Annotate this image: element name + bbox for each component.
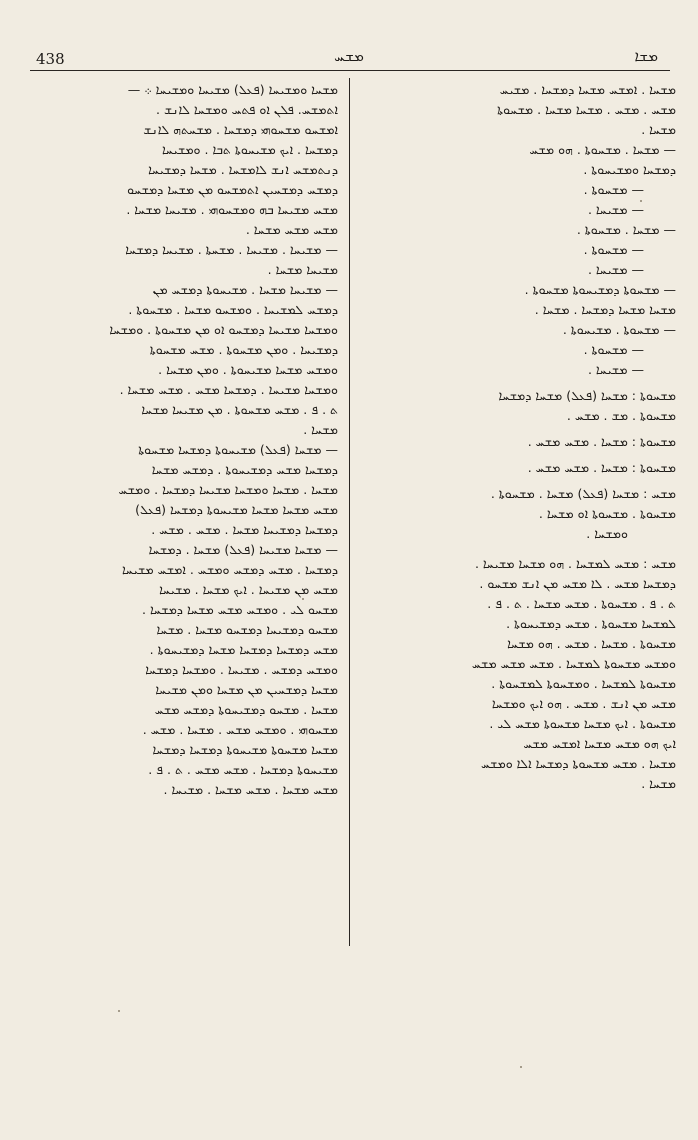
text-line: ܡܫܚ ܡܫܝܚܐ ܒܗ ܘܡܫܚܘܗܝ . ܡܫܝܚܐ ܡܫܚܐ . [126,202,338,217]
text-line: — ܡܫܝܚܐ . [587,202,644,217]
text-line: ܡܫܚܘܬܐ . ܡܫܚܘܬܐ ܐܘ ܡܫܚܐ . [538,506,676,521]
running-title: ܡܫܚ [334,47,364,65]
text-line: ܡܫܚ . ܡܫܚ . ܡܫܚܐ ܡܫܚܐ . ܡܫܚܘܬܐ [497,102,676,117]
text-line: ܡܫܚ : ܡܫܚܐ (ܦܥܠ) ܡܫܚܐ . ܡܫܚܘܬܐ . [490,486,676,501]
page-number: 438 [36,50,65,68]
text-line: ܕܡܫܚܐ ܡܫܚ ܕܡܫܝܚܘܬܐ . ܕܡܫܚ ܡܫܚܐ [151,462,338,477]
text-line: ܡܫܚܘܬܐ . ܡܫ . ܡܫܚ . [566,408,676,423]
text-line: ܡܫܚܐ . ܡܫܚܘ ܕܡܫܝܚܘܬܐ ܕܡܫܚ ܡܫܚ [154,702,338,717]
text-line: ܡܫܚܐ . [303,422,338,437]
column-divider [349,78,350,946]
text-line: ܕܡܫܚܐ ܡܫܚ . ܠܐ ܡܫܚ ܡܢ ܐܢܫ ܡܫܚܘ . [479,576,676,591]
catchword: ܡܫܐ [634,47,658,65]
text-line: — ܡܫܚܐ . ܡܫܚܘܬܐ . [576,222,676,237]
text-line: — ܡܫܚܐ (ܦܥܠ) ܡܫܝܚܘܬܐ ܕܡܫܚܐ ܡܫܚܘܬܐ [138,442,338,457]
text-line: ܡܫܚܐ . ܡܫܚܐ ܘܡܫܚܐ ܡܫܝܚܐ ܕܡܫܚܐ . ܘܡܫܚ [118,482,338,497]
text-line: ܡܫܚܐ ܕܡܫܚܝܢ ܡܢ ܡܫܚܐ ܘܡܢ ܡܫܝܚܐ [155,682,338,697]
text-line: ܡܫܚܘܬܐ . ܡܫܚܐ . ܡܫܚ . ܗܘ ܡܫܚܐ [507,636,676,651]
text-line: ܡܫܚܘܬܐ : ܡܫܚܐ (ܦܥܠ) ܡܫܚܐ ܕܡܫܚܐ [498,388,676,403]
text-line: ܠܡܫܚܐ ܡܫܚܘܬܐ . ܡܫܚ ܕܡܫܝܚܘܬܐ . [506,616,676,631]
text-line: — ܡܫܚܘܬܐ . ܡܫܝܚܘܬܐ . [562,322,676,337]
right-column [358,80,676,794]
text-line: ܡܫܚܘܬܐ : ܡܫܚܐ . ܡܫܚ ܡܫܚ . [527,460,676,475]
text-line: ܕܡܫܚܐ . ܐܝܟ ܡܫܝܚܘܬܐ ܬܒܐ . ܘܡܫܝܚܐ [161,142,338,157]
text-line: ܘܡܫܚܐ ܡܫܝܚܐ . ܕܡܫܚܐ ܡܫܚ . ܡܫܚ ܡܫܚܐ . [119,382,338,397]
text-line: ܡܫܚ : ܡܫܚ ܠܡܫܚܐ . ܗܘ ܡܫܚܐ ܡܫܝܚܐ . [474,556,676,571]
text-line: ܡܫܚܘܬܐ . ܐܝܟ ܡܫܚܐ ܡܫܚܘܬܐ ܡܫܚ ܠܝ . [489,716,676,731]
text-line: ܡܫܝܚܐ ܡܫܚܐ . [267,262,338,277]
text-line: — ܡܫܚܘܬܐ . [583,242,644,257]
text-line: ܕܡܫܚ ܕܡܫܚܝܢ ܐܬܡܫܚܘ ܡܢ ܡܫܚܐ ܕܡܫܚܘ [127,182,338,197]
text-line: ܡܫܚܐ . ܐܡܫܚ ܡܫܚܐ ܕܡܫܚܐ . ܡܫܝܚ [499,82,676,97]
left-column [34,80,338,800]
text-line: ܡܫܚܘ ܕܡܫܝܚܐ ܕܡܫܚܘ ܡܫܚܐ . ܡܫܚܐ [156,622,338,637]
text-line: ܕܡܫܚ ܠܡܫܝܚܐ . ܘܡܫܚܘ ܡܫܚܐ . ܡܫܚܘܬܐ . [128,302,338,317]
text-line: ܡܫܚ ܡܫܚ ܡܫܚܐ . [245,222,338,237]
text-line: ܡܫܚܘܬܐ : ܡܫܚܐ . ܡܫܚ ܡܫܚ . [527,434,676,449]
text-line: ܡܫܚܐ . ܡܫܚ ܡܫܚܘܬܐ ܕܡܫܚܐ ܐܠܐ ܘܡܫܚ [480,756,676,771]
text-line: — ܡܫܚܐ . ܡܫܚܘܬܐ . ܗܘ ܡܫܚ [529,142,676,157]
text-line: — ܡܫܝܚܐ . [587,262,644,277]
text-line: — ܡܫܝܚܐ ܡܫܚܐ . ܡܫܝܚܘܬܐ ܕܡܫܚ ܡܢ [152,282,338,297]
text-line: ܡܫܚܐ . [641,776,676,791]
text-line: ܡܫܚ ܕܡܫܚܐ ܕܡܫܚܐ ܡܫܚܐ ܕܡܫܝܚܘܬܐ . [149,642,338,657]
text-line: — ܡܫܚܘܬܐ . [583,182,644,197]
text-line: ܡܫܚܐ ܡܫܚܘܬܐ ܡܫܝܚܘܬܐ ܕܡܫܚܐ ܕܡܫܚܐ [152,742,338,757]
text-line: ܕܡܫܚܐ ܘܡܫܝܚܘܬܐ . [583,162,676,177]
text-line: ܡܫܚܘܬܐ ܠܡܫܚܐ . ܘܡܫܚܘܬܐ ܠܡܫܚܘܬܐ . [491,676,676,691]
text-line: ܐܡܫܚܘ ܡܫܚܘܗܝ ܕܡܫܚܐ . ܡܫܚܬܗ ܠܐܢܫ [143,122,338,137]
text-line: ܡܫܚ ܡܢ ܡܫܝܚܐ . ܐܝܟ ܡܫܚܐ . ܡܫܝܚܐ [159,582,338,597]
text-line: ܡܫܚ ܡܢ ܐܢܫ . ܡܫܚ . ܗܘ ܐܝܟ ܘܡܫܚܐ [491,696,676,711]
text-line: ܡܫܚ ܡܫܚܐ . ܡܫܚ ܡܫܚܐ . ܡܫܝܚܐ . [163,782,338,797]
text-line: ܡܫܚܘܗܝ . ܘܡܫܚ ܡܫܚ . ܡܫܚܐ . ܡܫܚ . [142,722,338,737]
text-line: ܡܫܚܐ ܡܫܚܐ ܕܡܫܚܐ . ܡܫܚܐ . [534,302,676,317]
text-line: ܬ . ܦ . ܡܫܚ ܡܫܚܘܬܐ . ܡܢ ܡܫܝܚܐ ܡܫܚܐ [141,402,338,417]
text-line: ܘܡܫܚ ܡܫܚܐ ܡܫܝܚܘܬܐ . ܘܡܢ ܡܫܚܐ . [158,362,338,377]
text-line: ܘܡܫܚܐ . [586,526,628,541]
text-line: ܡܫܚ ܡܫܚܐ ܡܫܚܐ ܡܫܝܚܘܬܐ ܕܡܫܚܐ (ܦܥܠ) [135,502,338,517]
text-line: — ܡܫܝܚܐ . ܡܫܝܚܐ . ܡܫܚܬܐ . ܡܫܝܚܐ ܕܡܫܚܐ [125,242,338,257]
header-rule [30,70,670,71]
text-line: ܡܫܚܘ ܠܝ . ܘܡܫܚ ܡܫܚ ܡܫܚܐ ܕܡܫܚܐ . [142,602,338,617]
text-line: ܡܫܚܐ ܘܡܫܝܚܐ (ܦܥܠ) ܡܫܝܚܐ ܘܡܫܝܚܐ ܀ — [127,82,338,97]
text-line: ܕܢܬܡܫܚ ܐܢܫ ܠܐܡܫܚܐ . ܡܫܚܐ ܕܡܫܝܚܐ [148,162,338,177]
text-line: ܕܡܫܝܚܐ . ܘܡܢ ܡܫܚܘܬܐ . ܡܫܚ ܡܫܚܘܬܐ [149,342,338,357]
text-line: ܕܡܫܚܐ . ܡܫܚ ܕܡܫܚ ܘܡܫܚ . ܐܡܫܚ ܡܫܝܚܐ [122,562,338,577]
text-line: ܘܡܫܚ ܡܫܚܘܬܐ ܠܡܫܚܐ . ܡܫܚ ܡܫܚ ܡܫܚ [471,656,676,671]
text-line: ܕܡܫܚܐ ܕܡܫܝܚܐ ܡܫܚܐ . ܡܫܚ . ܡܫܚ . [151,522,338,537]
text-line: ܐܬܡܫܚ. ܦܠܢ ܐܘ ܦܬܚ ܘܡܫܚܐ ܠܐܢܫ . [156,102,338,117]
text-line: ܬ . ܦ . ܡܫܚܘܬܐ . ܡܫܚ ܡܫܚܐ . ܬ . ܦ . [487,596,676,611]
text-line: ܘܡܫܚ ܕܡܫܚ . ܡܫܝܚܐ . ܘܡܫܚܐ ܕܡܫܚܐ [145,662,338,677]
text-line: ܡܫܝܚܘܬܐ ܕܡܫܚܐ . ܡܫܚ ܡܫܚ . ܬ . ܦ . [148,762,338,777]
text-line: ܐܝܟ ܗܘ ܡܫܚ ܡܫܚܐ ܐܡܫܚ ܡܫܚ [523,736,676,751]
text-line: — ܡܫܚܘܬܐ . [583,342,644,357]
text-line: — ܡܫܚܘܬܐ ܕܡܫܝܚܘܬܐ ܡܫܚܘܬܐ . [524,282,676,297]
text-line: — ܡܫܝܚܐ . [587,362,644,377]
text-line: — ܡܫܚܐ ܡܫܝܚܐ (ܦܥܠ) ܡܫܚܐ . ܕܡܫܚܐ [148,542,338,557]
text-line: ܘܡܫܚܐ ܡܫܝܚܐ ܕܡܫܚܘ ܐܘ ܡܢ ܡܫܚܘܬܐ . ܘܡܫܚܐ [109,322,338,337]
text-line: ܡܫܚܐ . [641,122,676,137]
